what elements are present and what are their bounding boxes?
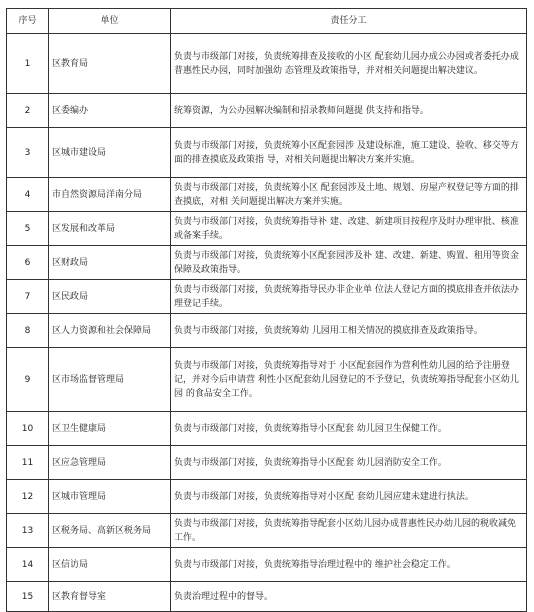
table-row bbox=[7, 348, 527, 412]
row-duty: 负责与市级部门对接，负责统筹小区配套园涉 及建设标准，施工建设、验收、移交等方面的排查摸底及政策指 导，对相关问题提出解决方案并实施。 bbox=[171, 128, 527, 178]
row-duty: 负责与市级部门对接，负责统筹指导小区配套 幼儿园消防安全工作。 bbox=[171, 446, 527, 480]
row-unit: 区人力资源和社会保障局 bbox=[49, 314, 171, 348]
table-row bbox=[7, 212, 527, 246]
row-number: 1 bbox=[7, 34, 49, 94]
row-number: 9 bbox=[7, 348, 49, 412]
header-responsibility: 责任分工 bbox=[171, 9, 527, 34]
table-header bbox=[7, 9, 527, 34]
row-unit: 区城市管理局 bbox=[49, 480, 171, 514]
row-number: 11 bbox=[7, 446, 49, 480]
table-row bbox=[7, 314, 527, 348]
row-unit: 区税务局、高新区税务局 bbox=[49, 514, 171, 548]
row-duty: 负责与市级部门对接，负责统筹小区配套园涉及补 建、改建、新建、购置、租用等资金保障及政策指导。 bbox=[171, 246, 527, 280]
row-number: 13 bbox=[7, 514, 49, 548]
row-number: 7 bbox=[7, 280, 49, 314]
row-number: 10 bbox=[7, 412, 49, 446]
row-number: 6 bbox=[7, 246, 49, 280]
table-row bbox=[7, 280, 527, 314]
row-number: 15 bbox=[7, 582, 49, 612]
row-duty: 负责与市级部门对接，负责统筹指导治理过程中的 维护社会稳定工作。 bbox=[171, 548, 527, 582]
row-duty: 负责与市级部门对接，负责统筹排查及接收的小区 配套幼儿园办成公办园或者委托办成普惠性民办园，同时加强幼 态管理及政策指导，并对相关问题提出解决建议。 bbox=[171, 34, 527, 94]
table-row bbox=[7, 246, 527, 280]
row-duty: 负责与市级部门对接，负责统筹指导小区配套 幼儿园卫生保健工作。 bbox=[171, 412, 527, 446]
table-row bbox=[7, 548, 527, 582]
row-unit: 区城市建设局 bbox=[49, 128, 171, 178]
table-row bbox=[7, 514, 527, 548]
row-number: 5 bbox=[7, 212, 49, 246]
table-row bbox=[7, 480, 527, 514]
row-unit: 区应急管理局 bbox=[49, 446, 171, 480]
table-row bbox=[7, 94, 527, 128]
row-number: 12 bbox=[7, 480, 49, 514]
row-number: 4 bbox=[7, 178, 49, 212]
row-unit: 区财政局 bbox=[49, 246, 171, 280]
row-unit: 区市场监督管理局 bbox=[49, 348, 171, 412]
row-unit: 区卫生健康局 bbox=[49, 412, 171, 446]
row-duty: 负责与市级部门对接，负责统筹指导对小区配 套幼儿园应建未建进行执法。 bbox=[171, 480, 527, 514]
row-duty: 负责与市级部门对接，负责统筹小区 配套园涉及土地、规划、房屋产权登记等方面的排查摸底，对相 关问题提出解决方案并实施。 bbox=[171, 178, 527, 212]
row-number: 14 bbox=[7, 548, 49, 582]
row-unit: 区教育督导室 bbox=[49, 582, 171, 612]
header-unit: 单位 bbox=[49, 9, 171, 34]
table-row bbox=[7, 34, 527, 94]
row-duty: 负责治理过程中的督导。 bbox=[171, 582, 527, 612]
row-unit: 区民政局 bbox=[49, 280, 171, 314]
row-duty: 负责与市级部门对接，负责统筹指导民办非企业单 位法人登记方面的摸底排查并依法办理登记手续。 bbox=[171, 280, 527, 314]
row-unit: 区委编办 bbox=[49, 94, 171, 128]
table-row bbox=[7, 178, 527, 212]
row-duty: 负责与市级部门对接，负责统筹指导补 建、改建、新建项目按程序及时办理审批、核准或备案手续。 bbox=[171, 212, 527, 246]
row-duty: 负责与市级部门对接，负责统筹指导对于 小区配套园作为营利性幼儿园的给予注册登记，并对今后申请营 利性小区配套幼儿园登记的不予登记，负责统筹指导配套小区幼儿园 的食品安全工作。 bbox=[171, 348, 527, 412]
row-unit: 区信访局 bbox=[49, 548, 171, 582]
header-row bbox=[7, 9, 527, 34]
row-unit: 区教育局 bbox=[49, 34, 171, 94]
row-unit: 市自然资源局洋南分局 bbox=[49, 178, 171, 212]
table-body bbox=[7, 34, 527, 612]
table-row bbox=[7, 582, 527, 612]
row-number: 8 bbox=[7, 314, 49, 348]
table-row bbox=[7, 412, 527, 446]
table-row bbox=[7, 446, 527, 480]
row-duty: 负责与市级部门对接，负责统筹幼 儿园用工相关情况的摸底排查及政策指导。 bbox=[171, 314, 527, 348]
header-serial-number: 序号 bbox=[7, 9, 49, 34]
row-number: 2 bbox=[7, 94, 49, 128]
row-duty: 负责与市级部门对接，负责统筹指导配套小区幼儿园办成普惠性民办幼儿园的税收减免工作。 bbox=[171, 514, 527, 548]
responsibility-table bbox=[6, 8, 527, 612]
row-number: 3 bbox=[7, 128, 49, 178]
table-row bbox=[7, 128, 527, 178]
row-duty: 统筹资源，为公办园解决编制和招录教师问题提 供支持和指导。 bbox=[171, 94, 527, 128]
row-unit: 区发展和改革局 bbox=[49, 212, 171, 246]
